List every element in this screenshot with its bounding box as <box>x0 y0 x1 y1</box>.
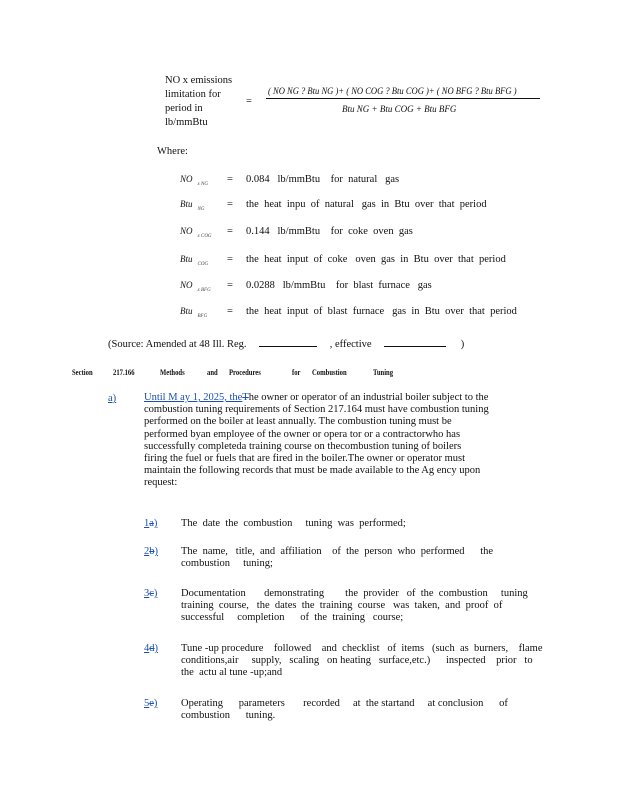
item-line: Documentation demonstrating the provider of the combustion tuning <box>181 588 528 599</box>
inserted-text: Until M ay 1, 2025, the <box>144 392 243 403</box>
item-text <box>181 518 541 530</box>
symbol-text: NO <box>180 174 193 184</box>
symbol-subscript: x BFG <box>197 288 211 293</box>
formula-lhs-2: limitation for <box>165 89 221 100</box>
item-line: Operating parameters recorded at the startand at conclusion of <box>181 698 508 709</box>
symbol-text: Btu <box>180 306 193 316</box>
deleted-text: T <box>242 392 249 403</box>
definition-text: 0.084 lb/mmBtu for natural gas <box>246 174 400 185</box>
formula-lhs-3: period in <box>165 103 203 114</box>
definition-symbol <box>180 174 208 187</box>
source-prefix: (Source: Amended at 48 Ill. Reg. <box>108 339 247 350</box>
item-number-deleted: a <box>149 518 154 529</box>
item-line: combustion tuning; <box>181 558 273 570</box>
symbol-subscript: x NG <box>197 182 208 187</box>
item-number-deleted: c <box>149 588 154 599</box>
item-number-deleted: d <box>149 643 155 654</box>
para-a-line-1-rest: he owner or operator of an industrial boiler subject to the <box>248 392 489 403</box>
definition-equals: = <box>227 254 233 265</box>
para-a-line: maintain the following records that must be made available to the Ag ency upon <box>144 465 481 477</box>
item-number <box>144 546 158 557</box>
symbol-text: Btu <box>180 199 193 209</box>
formula-denominator: Btu NG + Btu COG + Btu BFG <box>342 104 457 114</box>
definition-text: 0.144 lb/mmBtu for coke oven gas <box>246 226 413 237</box>
definition-symbol <box>180 199 204 212</box>
section-word-combustion: Combustion <box>312 367 347 377</box>
symbol-subscript: x COG <box>197 234 212 239</box>
definition-equals: = <box>227 306 233 317</box>
item-number-paren: ) <box>154 546 158 557</box>
where-label: Where: <box>157 146 188 157</box>
definition-equals: = <box>227 174 233 185</box>
definition-text: the heat input of coke oven gas in Btu over that period <box>246 254 506 265</box>
para-a-line: request: <box>144 477 178 489</box>
effective-blank <box>384 337 446 347</box>
source-note <box>108 337 464 351</box>
item-text <box>181 643 541 680</box>
item-number-paren: ) <box>153 698 158 709</box>
definition-symbol <box>180 226 212 239</box>
formula-numerator: ( NO NG ? Btu NG )+ ( NO COG ? Btu COG )+ ( NO BFG ? Btu BFG ) <box>268 86 517 96</box>
item-number-deleted: b <box>149 546 155 557</box>
para-a-text <box>144 392 539 490</box>
item-line: the actu al tune -up;and <box>181 667 283 679</box>
section-label: Section <box>72 367 93 377</box>
symbol-subscript: NG <box>197 207 205 212</box>
section-word-and: and <box>207 367 218 377</box>
item-text <box>181 546 541 570</box>
item-number-inserted: 1 <box>144 518 150 529</box>
fraction-bar <box>266 98 540 99</box>
para-a-line: performed byan employee of the owner or opera tor or a contractorwho has <box>144 428 461 440</box>
definition-symbol <box>180 306 207 319</box>
symbol-text: Btu <box>180 254 193 264</box>
symbol-subscript: BFG <box>197 314 208 319</box>
item-line: successful completion of the training course; <box>181 612 404 624</box>
definition-text: the heat input of blast furnace gas in Btu over that period <box>246 306 517 317</box>
source-middle: , effective <box>329 339 372 350</box>
symbol-text: NO <box>180 280 193 290</box>
para-a-label: a) <box>108 393 117 404</box>
item-number-paren: ) <box>153 588 158 599</box>
item-line: Tune -up procedure followed and checklist of items (such as burners, flame <box>181 643 543 654</box>
item-number-paren: ) <box>154 643 158 654</box>
symbol-subscript: COG <box>197 262 209 267</box>
symbol-text: NO <box>180 226 193 236</box>
para-a-line: performed on the boiler at least annually. The combustion tuning must be <box>144 416 452 428</box>
item-number <box>144 588 157 599</box>
section-word-methods: Methods <box>160 367 185 377</box>
formula-lhs-4: lb/mmBtu <box>165 117 208 128</box>
item-line: training course, the dates the training course was taken, and proof of <box>181 600 503 612</box>
definition-text: the heat inpu of natural gas in Btu over that period <box>246 199 487 210</box>
para-a-line-1 <box>144 392 539 404</box>
definition-text: 0.0288 lb/mmBtu for blast furnace gas <box>246 280 432 291</box>
item-number-paren: ) <box>153 518 158 529</box>
item-number-inserted: 2 <box>144 546 150 557</box>
section-word-for: for <box>292 367 301 377</box>
item-line: combustion tuning. <box>181 710 276 722</box>
item-line: The name, title, and affiliation of the person who performed the <box>181 546 494 557</box>
item-number-inserted: 3 <box>144 588 150 599</box>
section-word-tuning: Tuning <box>373 367 394 377</box>
source-suffix: ) <box>460 339 465 350</box>
definition-equals: = <box>227 226 233 237</box>
para-a-line: combustion tuning requirements of Section 217.164 must have combustion tuning <box>144 404 489 416</box>
para-a-line: firing the fuel or fuels that are fired in the boiler.The owner or operator must <box>144 453 466 465</box>
item-text <box>181 588 541 625</box>
definition-symbol <box>180 280 211 293</box>
item-line: conditions,air supply, scaling on heating surface,etc.) inspected prior to <box>181 655 533 667</box>
item-number <box>144 643 158 654</box>
definition-symbol <box>180 254 208 267</box>
section-word-procedures: Procedures <box>229 367 261 377</box>
item-text <box>181 698 541 722</box>
para-a-line: successfully completeda training course on thecombustion tuning of boilers <box>144 440 462 452</box>
item-number <box>144 518 157 529</box>
item-number-deleted: e <box>149 698 154 709</box>
definition-equals: = <box>227 280 233 291</box>
definition-equals: = <box>227 199 233 210</box>
item-line: The date the combustion tuning was performed; <box>181 518 406 529</box>
section-number: 217.166 <box>113 367 135 377</box>
reg-blank <box>259 337 317 347</box>
formula-equals: = <box>246 96 252 107</box>
item-number-inserted: 4 <box>144 643 150 654</box>
item-number <box>144 698 157 709</box>
formula-lhs-1: NO x emissions <box>165 75 233 86</box>
item-number-inserted: 5 <box>144 698 150 709</box>
